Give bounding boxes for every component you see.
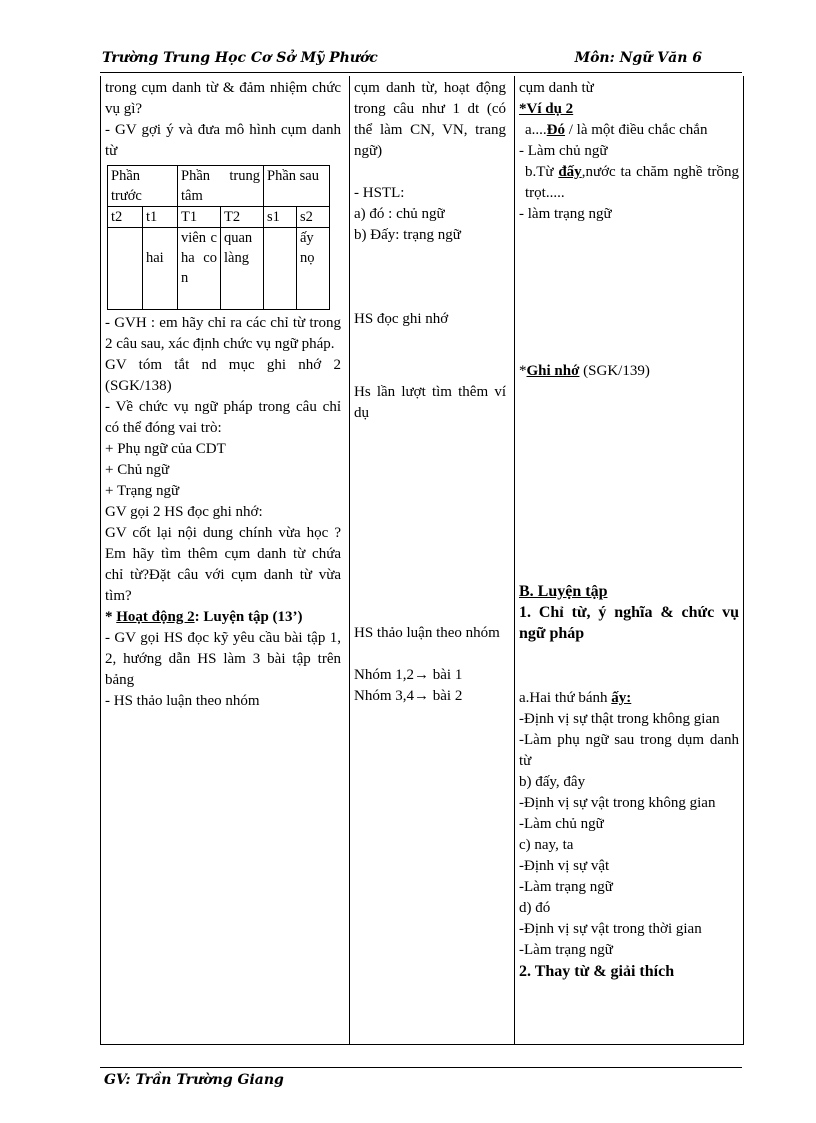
text-line: - GV gọi HS đọc kỹ yêu cầu bài tập 1, 2, hướng dẫn HS làm 3 bài tập trên bảng bbox=[105, 630, 341, 688]
text-line: -Định vị sự vật bbox=[519, 858, 610, 874]
table-cell bbox=[264, 228, 297, 310]
table-cell: quan làng bbox=[221, 228, 264, 310]
table-cell bbox=[108, 228, 143, 310]
text-line: b.Từ đấy,nước ta chăm nghề trồng trọt..... bbox=[525, 164, 739, 201]
footer-teacher: GV: Trần Trường Giang bbox=[104, 1072, 284, 1088]
text-line: cụm danh từ, hoạt động trong câu như 1 dt (có thể làm CN, VN, trang ngữ) bbox=[354, 80, 506, 159]
text-line: -Làm trạng ngữ bbox=[519, 879, 613, 895]
text-line: Nhóm 1,2→ bài 1 bbox=[354, 667, 463, 683]
school-name: Trường Trung Học Cơ Sở Mỹ Phước bbox=[102, 50, 378, 66]
text-line: -Làm trạng ngữ bbox=[519, 942, 613, 958]
text-line: GV tóm tắt nd mục ghi nhớ 2 (SGK/138) bbox=[105, 357, 341, 394]
text-line: HS thảo luận theo nhóm bbox=[354, 625, 500, 641]
header-rule bbox=[100, 72, 742, 73]
lesson-table bbox=[100, 76, 744, 1045]
text-line: - Làm chủ ngữ bbox=[519, 143, 608, 159]
teacher-activity-column bbox=[105, 78, 341, 712]
student-activity-column bbox=[354, 78, 506, 707]
text-line: trong cụm danh từ & đảm nhiệm chức vụ gì? bbox=[105, 80, 341, 117]
noun-phrase-model-table bbox=[107, 165, 330, 310]
text-line: *Ghi nhớ (SGK/139) bbox=[519, 363, 650, 379]
table-header-cell: Phần trung tâm bbox=[178, 166, 264, 207]
table-cell: T1 bbox=[178, 207, 221, 228]
text-line: GV gọi 2 HS đọc ghi nhớ: bbox=[105, 504, 263, 520]
text-line: a....Đó / là một điều chắc chắn bbox=[525, 122, 708, 138]
text-line: - Về chức vụ ngữ pháp trong câu chỉ có thể đóng vai trò: bbox=[105, 399, 341, 436]
table-header-cell: Phần sau bbox=[264, 166, 330, 207]
text-line: -Định vị sự vật trong thời gian bbox=[519, 921, 702, 937]
table-cell: s1 bbox=[264, 207, 297, 228]
footer-rule bbox=[100, 1067, 742, 1068]
section-heading: B. Luyện tập bbox=[519, 583, 608, 600]
text-line: c) nay, ta bbox=[519, 837, 574, 853]
text-line: - HSTL: bbox=[354, 185, 405, 201]
text-line: -Định vị sự thật trong không gian bbox=[519, 711, 720, 727]
text-line: + Chủ ngữ bbox=[105, 462, 170, 478]
text-line: b) đấy, đây bbox=[519, 774, 586, 790]
text-line: - GV gợi ý và đưa mô hình cụm danh từ bbox=[105, 122, 341, 159]
table-cell: viên cha con bbox=[178, 228, 221, 310]
text-line: - HS thảo luận theo nhóm bbox=[105, 693, 260, 709]
table-cell: t1 bbox=[143, 207, 178, 228]
table-cell: hai bbox=[143, 228, 178, 310]
column-divider-1 bbox=[349, 76, 350, 1044]
text-line: - GVH : em hãy chỉ ra các chỉ từ trong 2 câu sau, xác định chức vụ ngữ pháp. bbox=[105, 315, 341, 352]
text-line: -Làm chủ ngữ bbox=[519, 816, 604, 832]
content-column bbox=[519, 78, 739, 982]
text-line: a) đó : chủ ngữ bbox=[354, 206, 445, 222]
page-header bbox=[102, 48, 742, 70]
exercise-heading: 1. Chỉ từ, ý nghĩa & chức vụ ngữ pháp bbox=[519, 604, 739, 642]
text-line: b) Đấy: trạng ngữ bbox=[354, 227, 461, 243]
table-cell: ấy nọ bbox=[297, 228, 330, 310]
text-line: Nhóm 3,4→ bài 2 bbox=[354, 688, 463, 704]
text-line: HS đọc ghi nhớ bbox=[354, 311, 449, 327]
column-divider-2 bbox=[514, 76, 515, 1044]
activity-heading: * Hoạt động 2: Luyện tập (13’) bbox=[105, 609, 303, 625]
text-line: a.Hai thứ bánh ấy: bbox=[519, 690, 632, 706]
example-heading: *Ví dụ 2 bbox=[519, 101, 574, 117]
table-header-cell: Phần trước bbox=[108, 166, 178, 207]
text-line: -Làm phụ ngữ sau trong dụm danh từ bbox=[519, 732, 739, 769]
table-cell: T2 bbox=[221, 207, 264, 228]
text-line: cụm danh từ bbox=[519, 80, 594, 96]
text-line: d) đó bbox=[519, 900, 551, 916]
text-line: + Phụ ngữ của CDT bbox=[105, 441, 226, 457]
table-cell: s2 bbox=[297, 207, 330, 228]
text-line: GV cốt lại nội dung chính vừa học ?Em hãy tìm thêm cụm danh từ chứa chỉ từ?Đặt câu với cụm danh từ vừa tìm? bbox=[105, 525, 341, 604]
text-line: - làm trạng ngữ bbox=[519, 206, 612, 222]
text-line: Hs lần lượt tìm thêm ví dụ bbox=[354, 384, 506, 421]
text-line: + Trạng ngữ bbox=[105, 483, 180, 499]
table-cell: t2 bbox=[108, 207, 143, 228]
subject-name: Môn: Ngữ Văn 6 bbox=[574, 50, 702, 66]
exercise-heading: 2. Thay từ & giải thích bbox=[519, 963, 675, 980]
text-line: -Định vị sự vật trong không gian bbox=[519, 795, 716, 811]
